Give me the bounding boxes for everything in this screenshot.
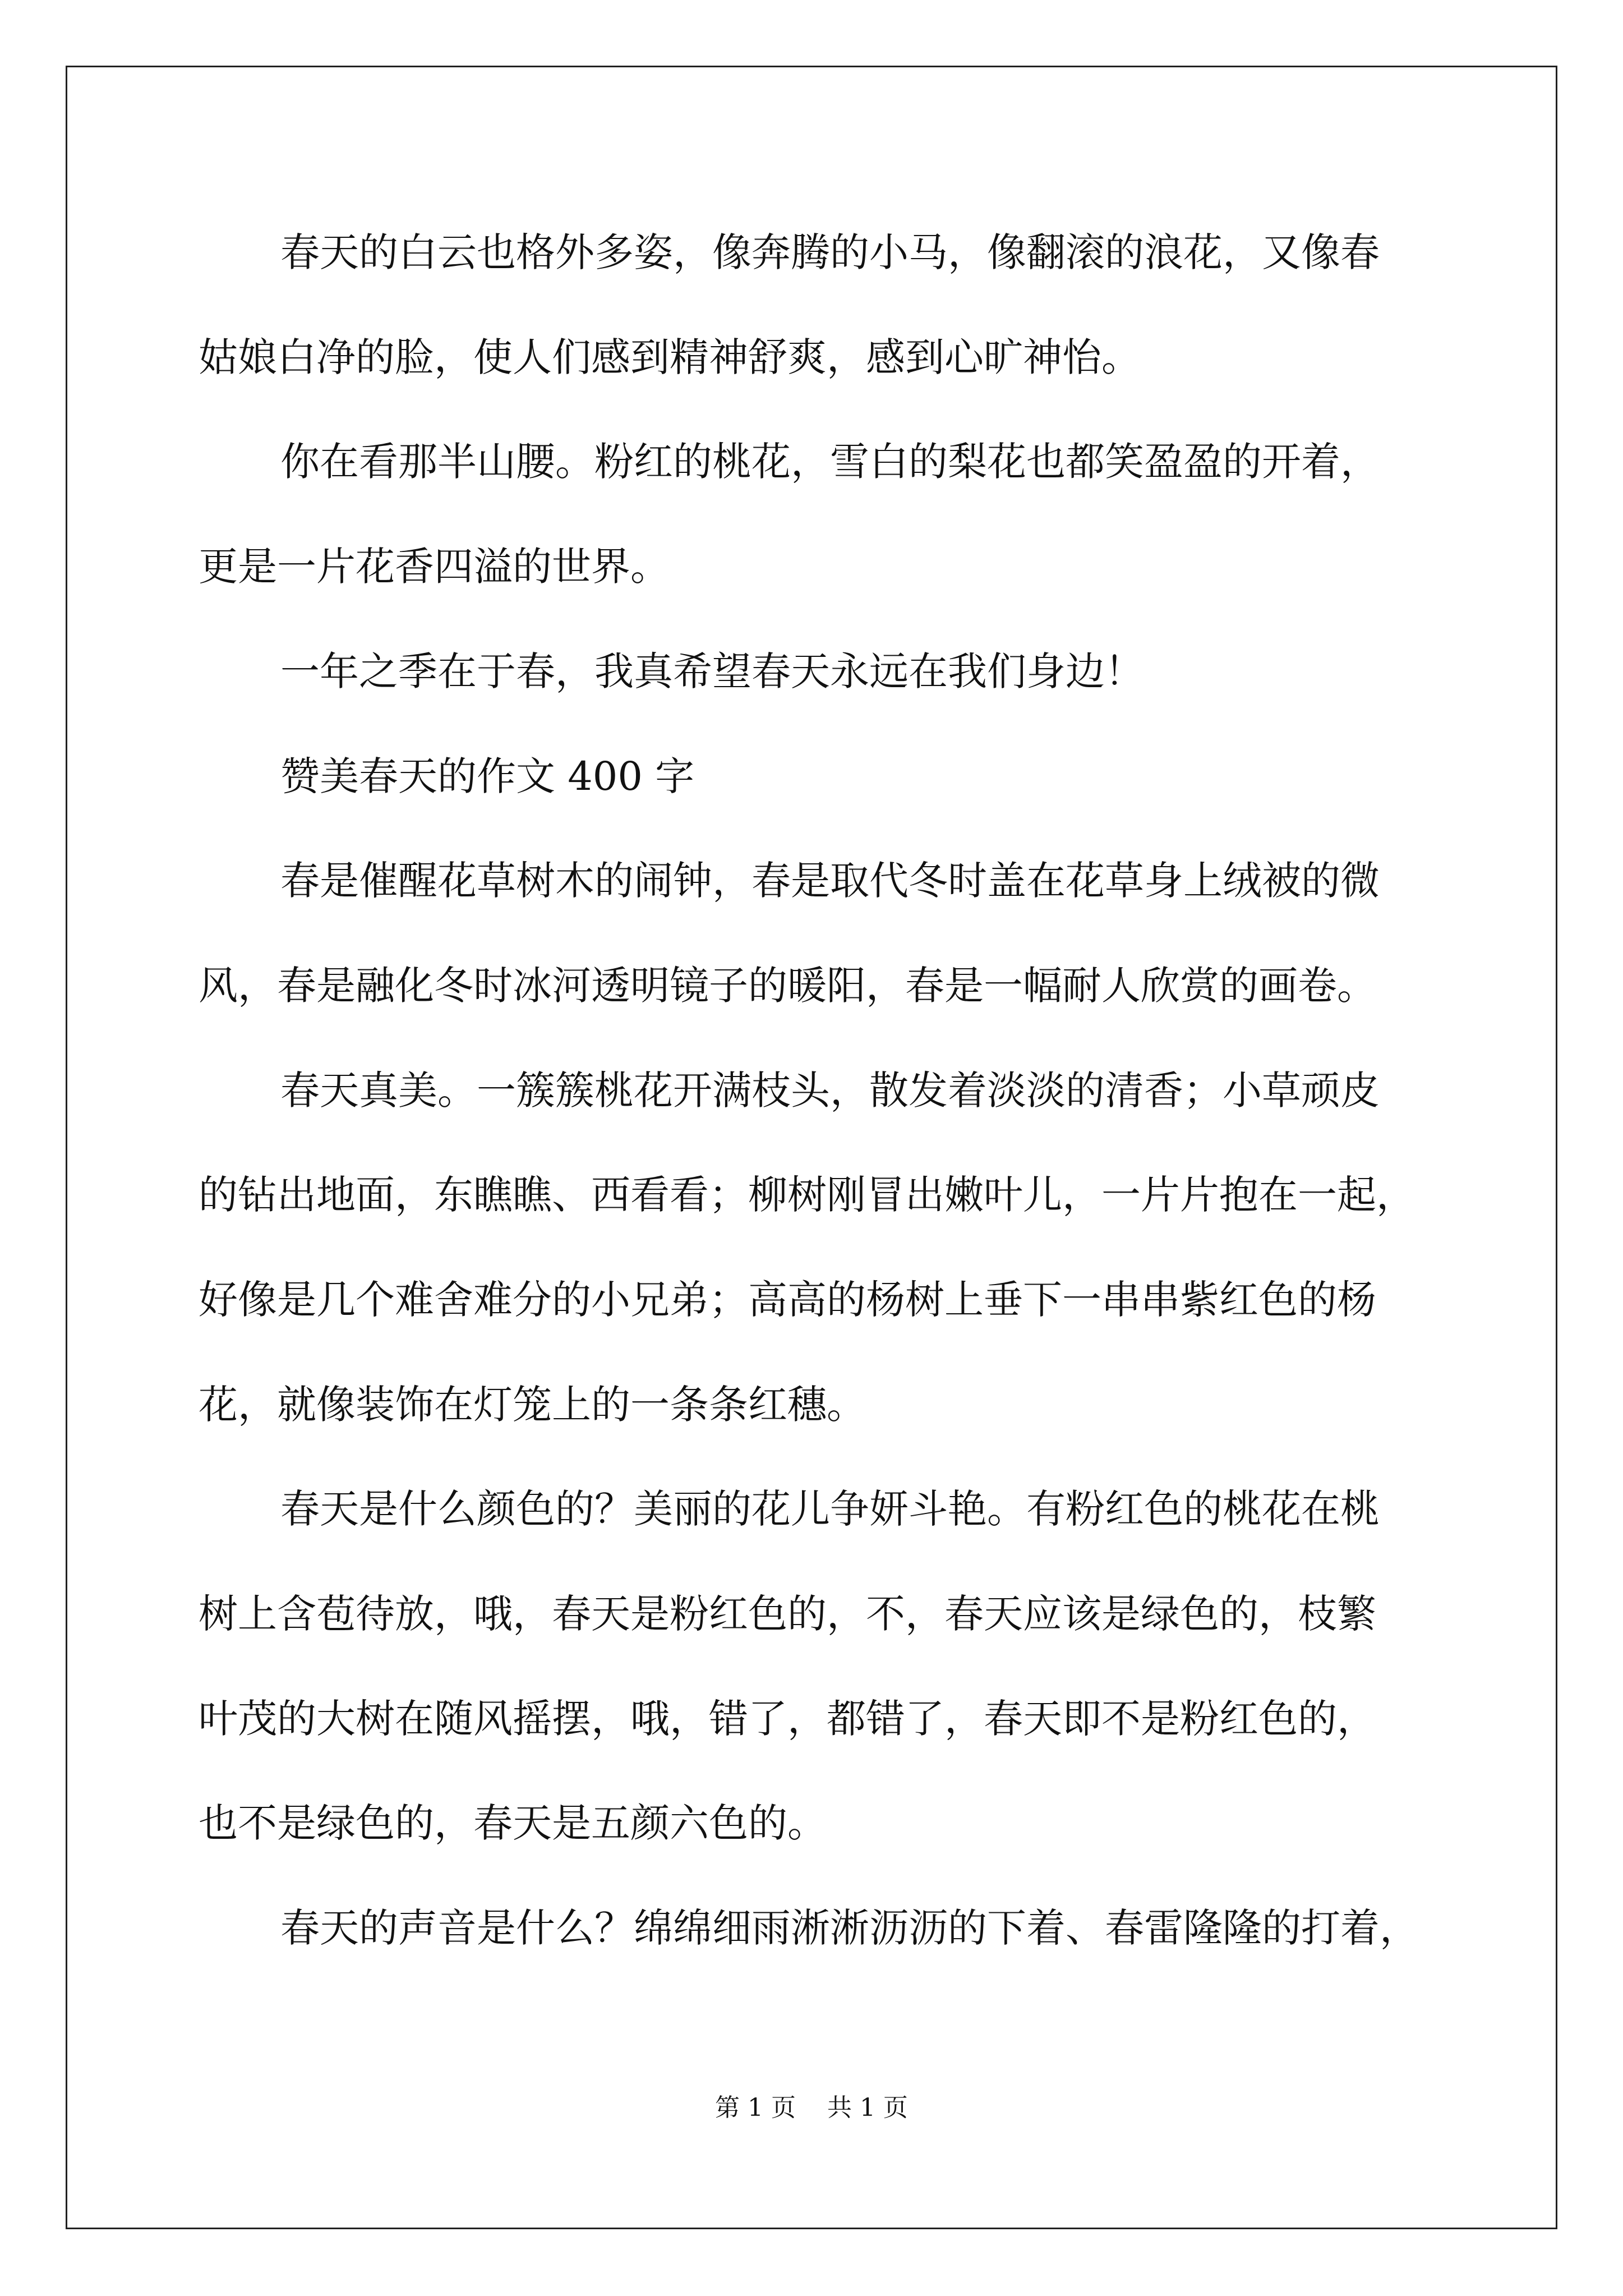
text-line: 春天是什么颜色的？美丽的花儿争妍斗艳。有粉红色的桃花在桃 xyxy=(280,1486,1380,1532)
text-line: 春天的声音是什么？绵绵细雨淅淅沥沥的下着、春雷隆隆的打着， xyxy=(280,1905,1419,1951)
text-line: 更是一片花香四溢的世界。 xyxy=(199,544,670,590)
text-line: 花，就像装饰在灯笼上的一条条红穗。 xyxy=(199,1382,866,1428)
section-heading: 赞美春天的作文 400 字 xyxy=(280,753,695,799)
text-line: 你在看那半山腰。粉红的桃花，雪白的梨花也都笑盈盈的开着， xyxy=(280,439,1380,485)
text-line: 春天真美。一簇簇桃花开满枝头，散发着淡淡的清香；小草顽皮 xyxy=(280,1068,1380,1114)
text-line: 春是催醒花草树木的闹钟，春是取代冬时盖在花草身上绒被的微 xyxy=(280,858,1380,904)
text-line: 叶茂的大树在随风摇摆，哦，错了，都错了，春天即不是粉红色的， xyxy=(199,1696,1376,1742)
text-line: 一年之季在于春，我真希望春天永远在我们身边！ xyxy=(280,648,1144,694)
page-number-footer: 第 1 页 共 1 页 xyxy=(715,2093,908,2122)
text-line: 树上含苞待放，哦，春天是粉红色的，不，春天应该是绿色的，枝繁 xyxy=(199,1591,1376,1637)
text-line: 姑娘白净的脸，使人们感到精神舒爽，感到心旷神怡。 xyxy=(199,334,1141,380)
text-line: 的钻出地面，东瞧瞧、西看看；柳树刚冒出嫩叶儿，一片片抱在一起， xyxy=(199,1172,1415,1218)
text-line: 好像是几个难舍难分的小兄弟；高高的杨树上垂下一串串紫红色的杨 xyxy=(199,1277,1376,1323)
text-line: 风，春是融化冬时冰河透明镜子的暖阳，春是一幅耐人欣赏的画卷。 xyxy=(199,963,1376,1009)
text-line: 也不是绿色的，春天是五颜六色的。 xyxy=(199,1800,827,1846)
text-line: 春天的白云也格外多姿，像奔腾的小马，像翻滚的浪花，又像春 xyxy=(280,229,1380,275)
